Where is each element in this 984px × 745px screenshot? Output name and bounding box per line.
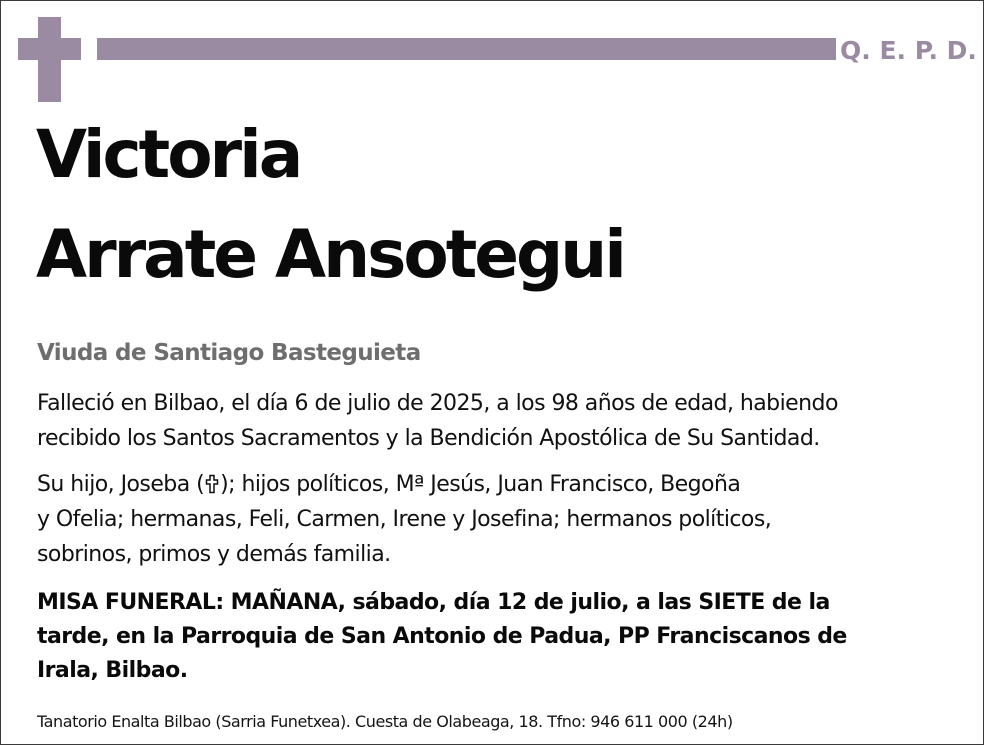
family-line-text: ); hijos políticos, Mª Jesús, Juan Francisco, Begoña (220, 472, 741, 497)
funeral-home-info: Tanatorio Enalta Bilbao (Sarria Funetxea). Cuesta de Olabeaga, 18. Tfno: 946 611 000 (24h) (37, 712, 733, 731)
announcement-line: Falleció en Bilbao, el día 6 de julio de 2025, a los 98 años de edad, habiendo (37, 391, 838, 416)
announcement-line: recibido los Santos Sacramentos y la Bendición Apostólica de Su Santidad. (37, 426, 820, 451)
header-rule (97, 38, 836, 60)
family-line: y Ofelia; hermanas, Feli, Carmen, Irene y Josefina; hermanos políticos, (37, 507, 772, 532)
family-line-text: Su hijo, Joseba ( (37, 472, 205, 497)
funeral-line: Irala, Bilbao. (37, 658, 188, 683)
deceased-first-name: Victoria (36, 116, 301, 193)
death-announcement (37, 386, 838, 456)
funeral-line: MISA FUNERAL: MAÑANA, sábado, día 12 de julio, a las SIETE de la (37, 590, 830, 615)
deceased-surnames: Arrate Ansotegui (36, 216, 624, 293)
cross-outline-icon (205, 474, 219, 494)
family-line: sobrinos, primos y demás familia. (37, 542, 391, 567)
family-paragraph (37, 467, 771, 572)
qepd-label: Q. E. P. D. (840, 36, 977, 65)
family-line (37, 467, 771, 502)
funeral-line: tarde, en la Parroquia de San Antonio de Padua, PP Franciscanos de (37, 624, 847, 649)
widow-of-line: Viuda de Santiago Basteguieta (37, 340, 421, 366)
funeral-mass-notice (37, 586, 847, 688)
